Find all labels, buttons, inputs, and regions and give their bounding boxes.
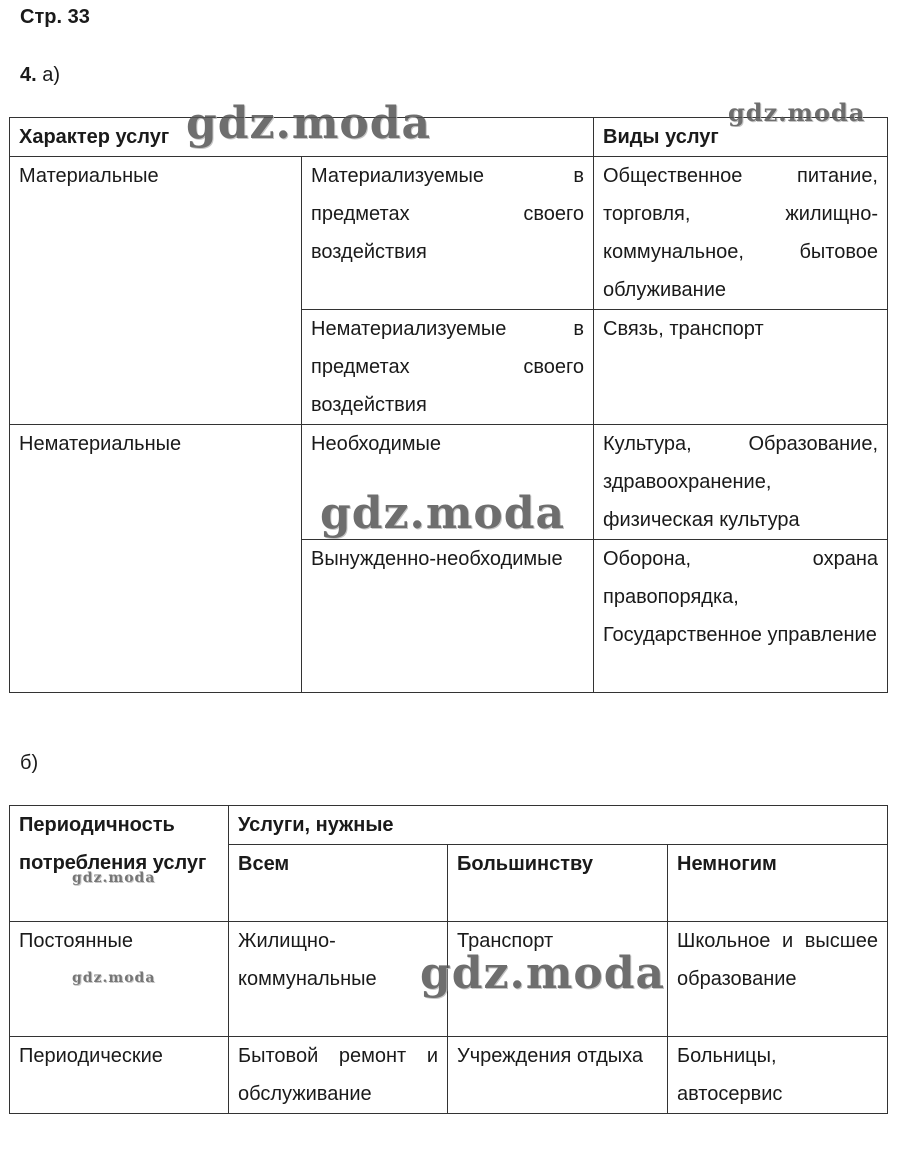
watermark: gdz.moda: [728, 98, 866, 127]
kinds-materialized: Общественное питание, торговля, жилищно-коммунальное, бытовое облуживание: [594, 157, 888, 310]
periodic-all: Бытовой ремонт и обслуживание: [229, 1037, 448, 1114]
sub-necessary: Необходимые: [302, 425, 594, 540]
services-character-table: [9, 117, 888, 693]
constant-most: Транспорт: [448, 922, 668, 1037]
header-service-character: Характер услуг: [10, 118, 594, 157]
header-service-kinds: Виды услуг: [594, 118, 888, 157]
sub-non-materialized: Нематериализуемые в предметах своего воздействия: [302, 310, 594, 425]
group-material: Материальные: [10, 157, 302, 425]
kinds-forced-necessary: Оборона, охрана правопорядка, Государственное управление: [594, 540, 888, 693]
header-few: Немногим: [668, 845, 888, 922]
periodic-most: Учреждения отдыха: [448, 1037, 668, 1114]
header-services-needed: Услуги, нужные: [229, 806, 888, 845]
sub-materialized: Материализуемые в предметах своего воздействия: [302, 157, 594, 310]
part-a-label: а): [42, 64, 61, 86]
header-all: Всем: [229, 845, 448, 922]
part-b-label: б): [20, 752, 39, 774]
kinds-non-materialized: Связь, транспорт: [594, 310, 888, 425]
watermark: gdz.moda: [186, 98, 432, 149]
period-periodic: Периодические: [10, 1037, 229, 1114]
periodic-few: Больницы, автосервис: [668, 1037, 888, 1114]
constant-all: Жилищно-коммунальные: [229, 922, 448, 1037]
watermark: gdz.moda: [72, 870, 156, 886]
constant-few: Школьное и высшее образование: [668, 922, 888, 1037]
services-periodicity-table: [9, 805, 888, 1114]
watermark: gdz.moda: [420, 948, 666, 999]
task-number: 4.: [20, 64, 37, 86]
task-heading: [20, 64, 60, 87]
watermark: gdz.moda: [72, 970, 156, 986]
watermark: gdz.moda: [320, 488, 566, 539]
kinds-necessary: Культура, Образование, здравоохранение, физическая культура: [594, 425, 888, 540]
sub-forced-necessary: Вынужденно-необходимые: [302, 540, 594, 693]
header-most: Большинству: [448, 845, 668, 922]
header-periodicity: Периодичность потребления услуг: [10, 806, 229, 922]
page-number: Стр. 33: [20, 6, 90, 28]
period-constant: Постоянные: [10, 922, 229, 1037]
group-non-material: Нематериальные: [10, 425, 302, 693]
